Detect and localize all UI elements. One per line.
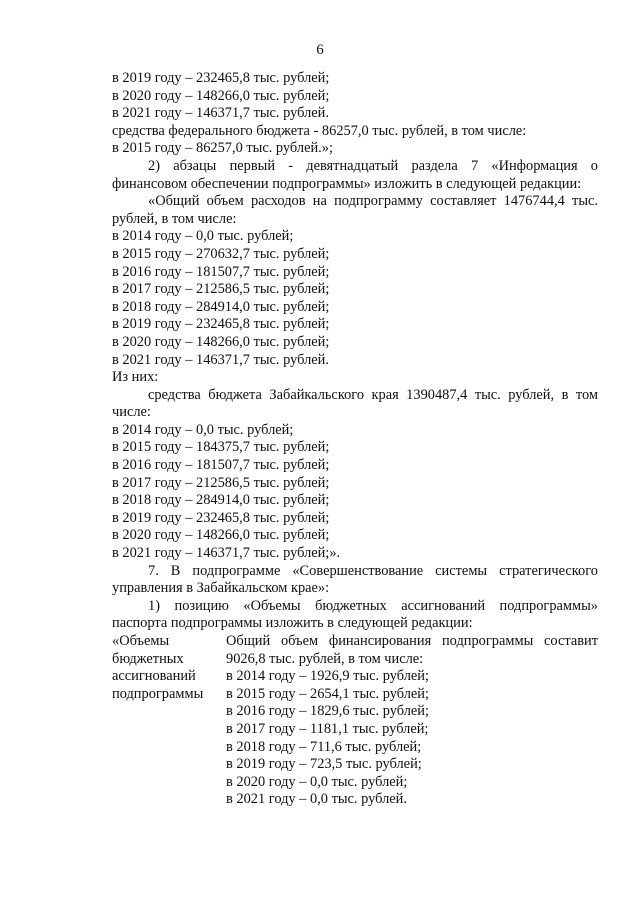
- list-item: в 2019 году – 232465,8 тыс. рублей;: [112, 70, 330, 86]
- document-body: [112, 70, 598, 809]
- list-item: в 2015 году – 86257,0 тыс. рублей.»;: [112, 140, 333, 157]
- list-item: в 2019 году – 232465,8 тыс. рублей;: [112, 509, 330, 526]
- passport-value-cell: [226, 633, 598, 809]
- list-item: в 2020 году – 148266,0 тыс. рублей;: [112, 333, 330, 350]
- list-item: в 2014 году – 0,0 тыс. рублей;: [112, 228, 294, 245]
- regional-budget-paragraph: средства бюджета Забайкальского края 1390487,4 тыс. рублей, в том числе:: [112, 386, 598, 421]
- item-2-paragraph: 2) абзацы первый - девятнадцатый раздела 7 «Информация о финансовом обеспечении подпрограммы» изложить в следующей редакции:: [112, 157, 598, 192]
- list-item: в 2017 году – 1181,1 тыс. рублей;: [226, 720, 429, 737]
- list-item: в 2021 году – 146371,7 тыс. рублей.: [112, 351, 329, 368]
- passport-table: [112, 633, 598, 809]
- list-item: в 2016 году – 181507,7 тыс. рублей;: [112, 263, 330, 280]
- list-item: в 2015 году – 184375,7 тыс. рублей;: [112, 439, 330, 456]
- federal-budget-paragraph: средства федерального бюджета - 86257,0 тыс. рублей, в том числе:: [112, 122, 527, 139]
- passport-label-line: бюджетных: [112, 650, 184, 667]
- list-item: в 2014 году – 0,0 тыс. рублей;: [112, 421, 294, 438]
- list-item: в 2018 году – 284914,0 тыс. рублей;: [112, 298, 330, 315]
- total-expenses-paragraph: «Общий объем расходов на подпрограмму составляет 1476744,4 тыс. рублей, в том числе:: [112, 193, 598, 227]
- list-item: в 2020 году – 148266,0 тыс. рублей;: [112, 527, 330, 544]
- list-item: в 2014 году – 1926,9 тыс. рублей;: [226, 668, 429, 685]
- page-number: 6: [316, 42, 324, 58]
- list-item: в 2016 году – 181507,7 тыс. рублей;: [112, 457, 330, 474]
- list-item: в 2019 году – 723,5 тыс. рублей;: [226, 756, 422, 773]
- list-item: в 2015 году – 2654,1 тыс. рублей;: [226, 685, 429, 702]
- list-item: в 2020 году – 148266,0 тыс. рублей;: [112, 87, 330, 104]
- list-item: в 2021 году – 146371,7 тыс. рублей;».: [112, 545, 341, 562]
- passport-total: Общий объем финансирования подпрограммы составит 9026,8 тыс. рублей, в том числе:: [226, 633, 598, 667]
- list-item: в 2016 году – 1829,6 тыс. рублей;: [226, 703, 429, 720]
- list-item: в 2019 году – 232465,8 тыс. рублей;: [112, 316, 330, 333]
- passport-label-line: подпрограммы: [112, 685, 204, 702]
- passport-label-cell: [112, 633, 226, 809]
- list-item: в 2020 году – 0,0 тыс. рублей;: [226, 773, 408, 790]
- of-them-label: Из них:: [112, 369, 159, 386]
- item-7-paragraph: 7. В подпрограмме «Совершенствование системы стратегического управления в Забайкальском крае»:: [112, 562, 598, 597]
- list-item: в 2018 году – 284914,0 тыс. рублей;: [112, 492, 330, 509]
- list-item: в 2017 году – 212586,5 тыс. рублей;: [112, 281, 330, 298]
- item-1-paragraph: 1) позицию «Объемы бюджетных ассигнований подпрограммы» паспорта подпрограммы изложить в следующей редакции:: [112, 597, 598, 632]
- list-item: в 2017 году – 212586,5 тыс. рублей;: [112, 474, 330, 491]
- list-item: в 2015 году – 270632,7 тыс. рублей;: [112, 245, 330, 262]
- list-item: в 2018 году – 711,6 тыс. рублей;: [226, 738, 422, 755]
- passport-label-line: «Объемы: [112, 633, 170, 649]
- list-item: в 2021 году – 0,0 тыс. рублей.: [226, 791, 407, 808]
- passport-label-line: ассигнований: [112, 668, 196, 685]
- list-item: в 2021 году – 146371,7 тыс. рублей.: [112, 105, 329, 122]
